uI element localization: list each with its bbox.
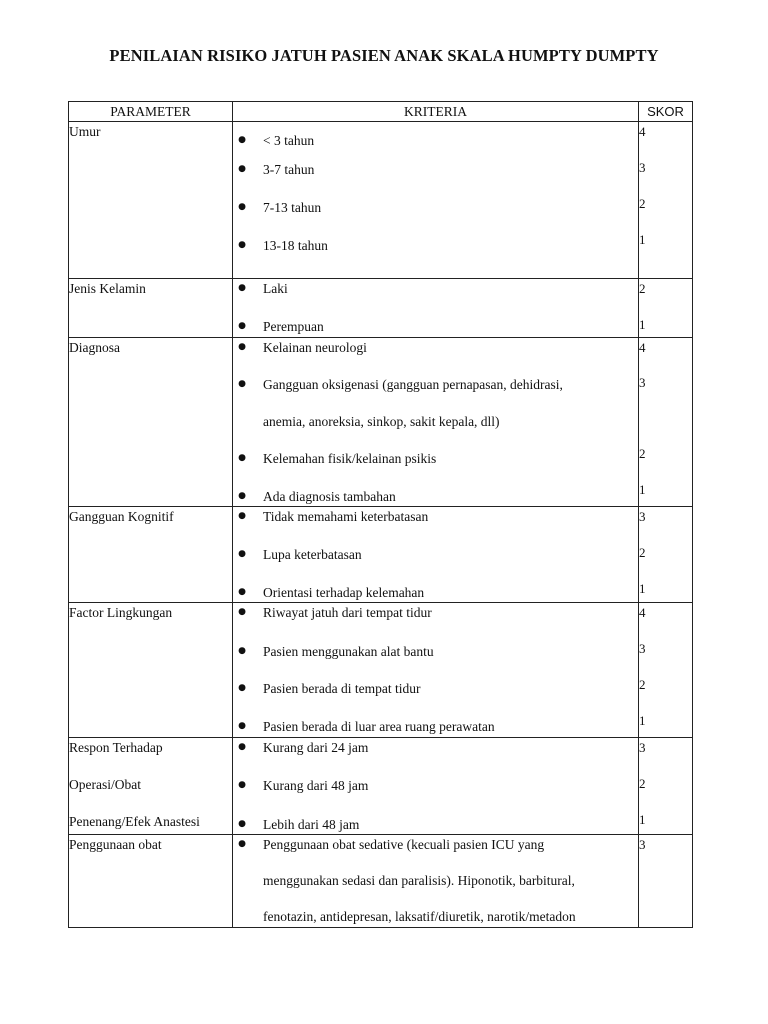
- header-parameter: PARAMETER: [69, 102, 233, 122]
- header-skor: SKOR: [639, 102, 693, 122]
- score-cell: [639, 603, 693, 738]
- criteria-text: Kelainan neurologi: [263, 340, 367, 355]
- list-item: [233, 738, 638, 757]
- criteria-text: anemia, anoreksia, sinkop, sakit kepala, dll): [263, 414, 500, 429]
- criteria-text: Pasien berada di luar area ruang perawatan: [263, 719, 495, 734]
- score-value: 3: [639, 641, 646, 656]
- criteria-text: Penggunaan obat sedative (kecuali pasien ICU yang: [263, 837, 545, 852]
- bullet-icon: ●: [238, 240, 246, 250]
- list-item: [233, 160, 638, 179]
- criteria-text: 13-18 tahun: [263, 238, 328, 253]
- table-header-row: [69, 102, 693, 122]
- score-value: 3: [639, 837, 646, 852]
- bullet-icon: ●: [238, 453, 246, 463]
- score-cell: [639, 738, 693, 835]
- param-label: Jenis Kelamin: [69, 281, 146, 296]
- table-row: [69, 122, 693, 279]
- table-row: [69, 738, 693, 835]
- table-row: [69, 507, 693, 603]
- score-value: 2: [639, 196, 646, 211]
- param-label: Umur: [69, 124, 101, 139]
- bullet-icon: ●: [238, 721, 246, 731]
- score-value: 2: [639, 677, 646, 692]
- criteria-text: Riwayat jatuh dari tempat tidur: [263, 605, 432, 620]
- bullet-icon: ●: [238, 780, 246, 790]
- score-value: 1: [639, 713, 646, 728]
- score-value: 2: [639, 776, 646, 791]
- param-label: Factor Lingkungan: [69, 605, 173, 620]
- criteria-cell: [233, 338, 639, 507]
- header-kriteria: KRITERIA: [233, 102, 639, 122]
- list-item: [233, 507, 638, 526]
- criteria-cell: [233, 279, 639, 338]
- param-cell: [69, 338, 233, 507]
- bullet-icon: ●: [238, 742, 246, 752]
- param-label: Diagnosa: [69, 340, 120, 355]
- list-item-continuation: [233, 871, 638, 890]
- list-item: [233, 679, 638, 698]
- criteria-text: Pasien menggunakan alat bantu: [263, 644, 434, 659]
- bullet-icon: ●: [238, 607, 246, 617]
- criteria-text: Kelemahan fisik/kelainan psikis: [263, 451, 437, 466]
- criteria-text: < 3 tahun: [263, 133, 315, 148]
- criteria-text: Orientasi terhadap kelemahan: [263, 585, 425, 600]
- table-row: [69, 338, 693, 507]
- list-item: [233, 583, 638, 602]
- param-label: Respon Terhadap: [69, 740, 163, 755]
- score-value: 4: [639, 605, 646, 620]
- criteria-text: Gangguan oksigenasi (gangguan pernapasan, dehidrasi,: [263, 377, 563, 392]
- score-value: 3: [639, 509, 646, 524]
- criteria-text: Lebih dari 48 jam: [263, 817, 360, 832]
- score-value: 2: [639, 446, 646, 461]
- bullet-icon: ●: [238, 342, 246, 352]
- param-label: Penggunaan obat: [69, 837, 162, 852]
- criteria-cell: [233, 835, 639, 928]
- score-value: 2: [639, 545, 646, 560]
- score-cell: [639, 122, 693, 279]
- param-cell: [69, 507, 233, 603]
- list-item: [233, 122, 638, 160]
- score-value: 4: [639, 340, 646, 355]
- criteria-text: Laki: [263, 281, 288, 296]
- criteria-text: Kurang dari 48 jam: [263, 778, 369, 793]
- bullet-icon: ●: [238, 683, 246, 693]
- bullet-icon: ●: [238, 135, 246, 145]
- score-value: 3: [639, 160, 646, 175]
- criteria-text: Pasien berada di tempat tidur: [263, 681, 421, 696]
- param-label: Penenang/Efek Anastesi: [69, 814, 200, 829]
- list-item: [233, 279, 638, 298]
- table-row: [69, 279, 693, 338]
- score-value: 3: [639, 375, 646, 390]
- param-cell: [69, 835, 233, 928]
- bullet-icon: ●: [238, 646, 246, 656]
- list-item: [233, 642, 638, 661]
- criteria-text: 7-13 tahun: [263, 200, 322, 215]
- list-item: [233, 338, 638, 357]
- criteria-text: fenotazin, antidepresan, laksatif/diuretik, narotik/metadon: [263, 909, 576, 924]
- score-value: 1: [639, 482, 646, 497]
- score-value: 1: [639, 581, 646, 596]
- list-item: [233, 603, 638, 622]
- list-item: [233, 487, 638, 506]
- document-title: PENILAIAN RISIKO JATUH PASIEN ANAK SKALA HUMPTY DUMPTY: [109, 46, 659, 65]
- list-item-continuation: [233, 907, 638, 926]
- criteria-text: Ada diagnosis tambahan: [263, 489, 396, 504]
- param-label: Operasi/Obat: [69, 777, 141, 792]
- bullet-icon: ●: [238, 549, 246, 559]
- list-item: [233, 449, 638, 468]
- criteria-text: Lupa keterbatasan: [263, 547, 362, 562]
- criteria-cell: [233, 738, 639, 835]
- score-value: 2: [639, 281, 646, 296]
- param-cell: [69, 122, 233, 279]
- table-row: [69, 603, 693, 738]
- param-cell: [69, 603, 233, 738]
- list-item: [233, 717, 638, 736]
- bullet-icon: ●: [238, 839, 246, 849]
- criteria-cell: [233, 603, 639, 738]
- score-value: 1: [639, 232, 646, 247]
- list-item: [233, 835, 638, 854]
- bullet-icon: ●: [238, 321, 246, 331]
- bullet-icon: ●: [238, 819, 246, 829]
- param-label: Gangguan Kognitif: [69, 509, 174, 524]
- criteria-cell: [233, 507, 639, 603]
- criteria-text: Perempuan: [263, 319, 324, 334]
- bullet-icon: ●: [238, 164, 246, 174]
- score-value: 1: [639, 812, 646, 827]
- param-cell: [69, 738, 233, 835]
- humpty-dumpty-table: [68, 101, 693, 928]
- bullet-icon: ●: [238, 587, 246, 597]
- criteria-text: Kurang dari 24 jam: [263, 740, 369, 755]
- score-cell: [639, 835, 693, 928]
- score-value: 1: [639, 317, 646, 332]
- bullet-icon: ●: [238, 202, 246, 212]
- list-item-continuation: [233, 412, 638, 431]
- bullet-icon: ●: [238, 511, 246, 521]
- criteria-text: Tidak memahami keterbatasan: [263, 509, 429, 524]
- list-item: [233, 236, 638, 255]
- list-item: [233, 317, 638, 336]
- list-item: [233, 545, 638, 564]
- criteria-text: 3-7 tahun: [263, 162, 315, 177]
- param-cell: [69, 279, 233, 338]
- list-item: [233, 776, 638, 795]
- list-item: [233, 815, 638, 834]
- bullet-icon: ●: [238, 283, 246, 293]
- bullet-icon: ●: [238, 491, 246, 501]
- score-cell: [639, 279, 693, 338]
- list-item: [233, 375, 638, 394]
- table-row: [69, 835, 693, 928]
- score-cell: [639, 338, 693, 507]
- criteria-text: menggunakan sedasi dan paralisis). Hiponotik, barbitural,: [263, 873, 575, 888]
- score-value: 3: [639, 740, 646, 755]
- bullet-icon: ●: [238, 379, 246, 389]
- score-cell: [639, 507, 693, 603]
- list-item: [233, 198, 638, 217]
- score-value: 4: [639, 124, 646, 139]
- criteria-cell: [233, 122, 639, 279]
